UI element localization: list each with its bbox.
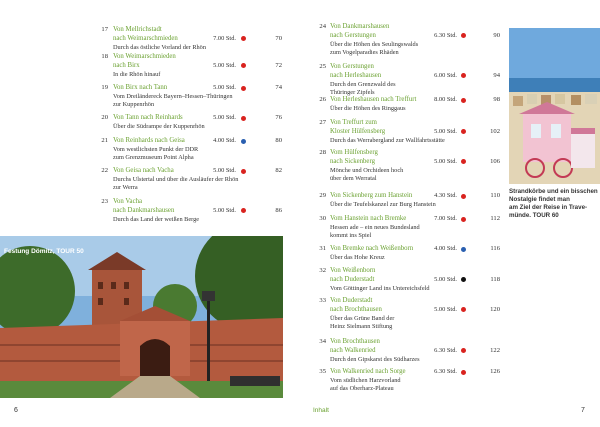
difficulty-dot-red <box>461 348 466 353</box>
tour-page-number[interactable]: 90 <box>493 31 500 39</box>
tour-description: Vom westlichsten Punkt der DDR zum Grenzmuseum Point Alpha <box>113 146 199 162</box>
tour-duration: 4.30 Std. <box>434 192 457 199</box>
tour-description: Durch den Grenzwald des Thüringer Zipfels <box>330 80 396 96</box>
difficulty-dot-red <box>241 63 246 68</box>
right-page-number: 7 <box>581 407 585 414</box>
tour-number: 31 <box>319 245 326 252</box>
beach-chairs-photo <box>509 28 600 184</box>
difficulty-dot-red <box>241 208 246 213</box>
tour-duration: 5.00 Std. <box>434 127 457 135</box>
difficulty-dot-black <box>461 277 466 282</box>
difficulty-dot-red <box>461 370 466 375</box>
tour-title[interactable]: Von Duderstadt nach Brochthausen <box>330 297 382 313</box>
tour-description: Vom Dreiländereck Bayern–Hessen–Thüringen zur Kuppenrhön <box>113 93 233 109</box>
tour-page-number[interactable]: 82 <box>275 167 282 174</box>
tour-duration: 6.30 Std. <box>434 368 457 375</box>
tour-duration: 5.00 Std. <box>213 61 236 69</box>
tour-title[interactable]: Von Tann nach Reinhards <box>113 114 183 121</box>
difficulty-dot-red <box>241 86 246 91</box>
tour-number: 20 <box>101 114 108 121</box>
tour-duration: 8.00 Std. <box>434 96 457 103</box>
tour-description: Vom südlichen Harzvorland auf das Oberharz-Plateau <box>330 377 401 393</box>
tour-title[interactable]: Von Dankmarshausen nach Gerstungen <box>330 23 390 39</box>
tour-page-number[interactable]: 76 <box>275 114 282 121</box>
tour-duration: 5.00 Std. <box>213 167 236 174</box>
tour-duration: 4.00 Std. <box>213 137 236 144</box>
difficulty-dot-red <box>461 129 466 134</box>
tour-duration: 5.00 Std. <box>213 114 236 121</box>
difficulty-dot-red <box>461 159 466 164</box>
tour-description: Über die Südrampe der Kuppenrhön <box>113 123 205 130</box>
tour-page-number[interactable]: 120 <box>490 305 500 313</box>
tour-description: Hessen ade – ein neues Bundesland kommt ins Spiel <box>330 224 420 240</box>
difficulty-dot-red <box>241 169 246 174</box>
tour-title[interactable]: Von Sickenberg zum Hanstein <box>330 192 413 199</box>
tour-description: Über das Hohe Kreuz <box>330 254 385 261</box>
tour-page-number[interactable]: 102 <box>490 127 500 135</box>
tour-duration: 5.00 Std. <box>434 275 457 283</box>
tour-description: Über die Höhen des Ringgaus <box>330 105 406 112</box>
tour-title[interactable]: Von Treffurt zum Kloster Hülfensberg <box>330 119 386 135</box>
tour-duration: 5.00 Std. <box>434 157 457 165</box>
difficulty-dot-red <box>461 217 466 222</box>
difficulty-dot-red <box>461 98 466 103</box>
tour-description: Über die Höhen des Seulingswalds zum Vogelparadies Rhäden <box>330 40 419 56</box>
tour-title[interactable]: Von Gerstungen nach Herleshausen <box>330 63 382 79</box>
tour-number: 28 <box>319 149 326 156</box>
difficulty-dot-red <box>461 73 466 78</box>
tour-title[interactable]: Von Brochthausen nach Walkenried <box>330 338 380 354</box>
tour-number: 25 <box>319 63 326 70</box>
tour-title[interactable]: Von Geisa nach Vacha <box>113 167 174 174</box>
tour-title[interactable]: Von Birx nach Tann <box>113 84 168 91</box>
tour-number: 30 <box>319 215 326 222</box>
tour-title[interactable]: Vom Hülfensberg nach Sickenberg <box>330 149 378 165</box>
tour-number: 17 <box>101 26 108 33</box>
tour-page-number[interactable]: 118 <box>490 275 500 283</box>
tour-page-number[interactable]: 80 <box>275 137 282 144</box>
difficulty-dot-red <box>461 194 466 199</box>
tour-description: In die Rhön hinauf <box>113 70 161 78</box>
tour-duration: 6.00 Std. <box>434 71 457 79</box>
tour-page-number[interactable]: 94 <box>493 71 500 79</box>
fortress-photo <box>0 236 283 398</box>
tour-description: Durchs Ulstertal und über die Ausläufer der Rhön zur Werra <box>113 176 239 192</box>
tour-duration: 7.00 Std. <box>213 34 236 42</box>
tour-title[interactable]: Von Herleshausen nach Treffurt <box>330 96 417 103</box>
tour-page-number[interactable]: 122 <box>490 346 500 354</box>
tour-title[interactable]: Vom Hanstein nach Bremke <box>330 215 407 222</box>
tour-page-number[interactable]: 70 <box>275 34 282 42</box>
tour-description: Durch das Werrabergland zur Wallfahrtsstätte <box>330 136 445 144</box>
tour-title[interactable]: Von Vacha nach Dankmarshausen <box>113 198 175 214</box>
tour-description: Durch den Gipskarst des Südharzes <box>330 355 420 363</box>
tour-page-number[interactable]: 72 <box>275 61 282 69</box>
tour-description: Über die Teufelskanzel zur Burg Hanstein <box>330 201 436 208</box>
tour-page-number[interactable]: 106 <box>490 157 500 165</box>
tour-number: 26 <box>319 96 326 103</box>
tour-number: 32 <box>319 267 326 274</box>
tour-page-number[interactable]: 110 <box>490 192 500 199</box>
difficulty-dot-red <box>461 307 466 312</box>
tour-title[interactable]: Von Weißenborn nach Duderstadt <box>330 267 376 283</box>
tour-description: Durch das östliche Vorland der Rhön <box>113 43 206 51</box>
tour-number: 19 <box>101 84 108 91</box>
difficulty-dot-red <box>461 33 466 38</box>
tour-duration: 5.00 Std. <box>434 305 457 313</box>
tour-description: Durch das Land der weißen Berge <box>113 215 200 223</box>
tour-duration: 4.00 Std. <box>434 245 457 252</box>
fortress-photo-caption: Festung Dömitz, TOUR 50 <box>4 248 84 255</box>
difficulty-dot-blue <box>241 139 246 144</box>
difficulty-dot-blue <box>461 247 466 252</box>
tour-page-number[interactable]: 74 <box>275 84 282 91</box>
tour-number: 18 <box>101 53 108 60</box>
tour-duration: 6.30 Std. <box>434 31 457 39</box>
tour-title[interactable]: Von Weimarschmieden nach Birx <box>113 53 176 69</box>
beach-photo-caption: Strandkörbe und ein bisschen Nostalgie findet man am Ziel der Reise in Trave- münde. TOUR 60 <box>509 188 598 219</box>
tour-duration: 5.00 Std. <box>213 84 236 91</box>
tour-page-number[interactable]: 98 <box>493 96 500 103</box>
tour-title[interactable]: Von Mellrichstadt nach Weimarschmieden <box>113 26 178 42</box>
tour-title[interactable]: Von Reinhards nach Geisa <box>113 137 185 144</box>
tour-page-number[interactable]: 112 <box>490 215 500 222</box>
tour-number: 24 <box>319 23 326 30</box>
difficulty-dot-red <box>241 116 246 121</box>
tour-duration: 5.00 Std. <box>213 206 236 214</box>
tour-number: 33 <box>319 297 326 304</box>
left-page-number: 6 <box>14 407 18 414</box>
tour-duration: 7.00 Std. <box>434 215 457 222</box>
tour-number: 34 <box>319 338 326 345</box>
tour-number: 22 <box>101 167 108 174</box>
tour-duration: 6.30 Std. <box>434 346 457 354</box>
footer-section-label: Inhalt <box>313 407 329 414</box>
tour-page-number[interactable]: 116 <box>490 245 500 252</box>
tour-number: 21 <box>101 137 108 144</box>
tour-description: Vom Göttinger Land ins Untereichsfeld <box>330 284 430 292</box>
tour-page-number[interactable]: 126 <box>490 368 500 375</box>
tour-number: 23 <box>101 198 108 205</box>
tour-title[interactable]: Von Bremke nach Weißenborn <box>330 245 414 252</box>
tour-number: 27 <box>319 119 326 126</box>
tour-page-number[interactable]: 86 <box>275 206 282 214</box>
tour-description: Mönche und Orchideen hoch über dem Werratal <box>330 166 404 182</box>
tour-description: Über das Grüne Band der Heinz Sielmann Stiftung <box>330 314 395 330</box>
tour-number: 35 <box>319 368 326 375</box>
difficulty-dot-red <box>241 36 246 41</box>
tour-number: 29 <box>319 192 326 199</box>
tour-title[interactable]: Von Walkenried nach Sorge <box>330 368 406 375</box>
